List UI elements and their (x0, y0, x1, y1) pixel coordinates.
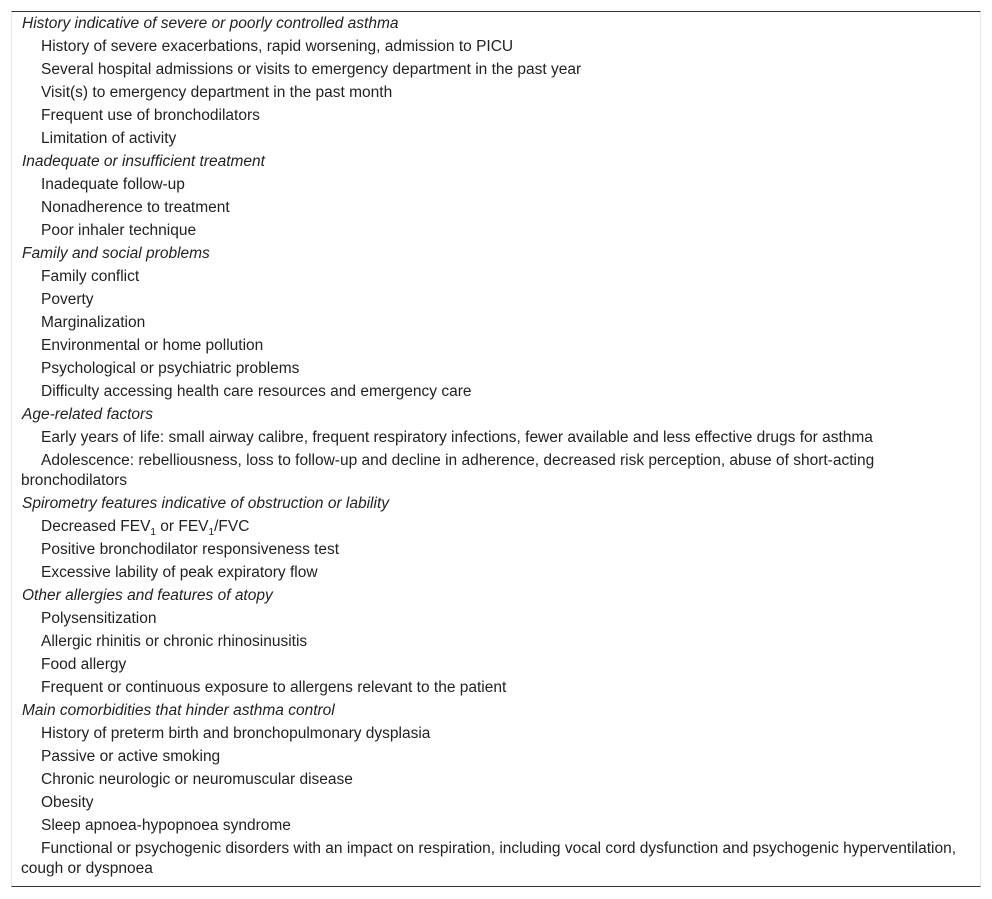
table-row: Functional or psychogenic disorders with an impact on respiration, including vocal cord dysfunction and psychogenic hyperventilation, cough or dyspnoea (21, 839, 957, 877)
fev-subscript-1: 1 (150, 526, 156, 538)
fev-text-1: Decreased FEV (41, 517, 151, 535)
table-row-fev (21, 515, 961, 538)
section-heading-atopy: Other allergies and features of atopy (22, 586, 273, 604)
section-heading-comorbidities: Main comorbidities that hinder asthma control (22, 701, 335, 719)
table-row: Psychological or psychiatric problems (41, 359, 300, 377)
table-row: Excessive lability of peak expiratory flow (41, 563, 318, 581)
table-row: Limitation of activity (41, 129, 177, 147)
table-row: Food allergy (41, 655, 127, 673)
section-heading-family-social: Family and social problems (22, 244, 210, 262)
table-row: Inadequate follow-up (41, 175, 185, 193)
fev-subscript-2: 1 (208, 526, 215, 538)
table-row: Chronic neurologic or neuromuscular disease (41, 770, 353, 788)
table-row: Allergic rhinitis or chronic rhinosinusitis (41, 632, 308, 650)
table-row: Passive or active smoking (41, 747, 221, 765)
table-row: Poor inhaler technique (41, 221, 197, 239)
table-row: Several hospital admissions or visits to emergency department in the past year (41, 60, 582, 78)
section-heading-age-related: Age-related factors (22, 405, 153, 423)
table-row: Frequent use of bronchodilators (41, 106, 260, 124)
table-row: History of preterm birth and bronchopulmonary dysplasia (41, 724, 431, 742)
table-row: Early years of life: small airway calibre, frequent respiratory infections, fewer available and less effective drugs for asthma (41, 428, 873, 446)
table-row: Environmental or home pollution (41, 336, 264, 354)
table-row: Nonadherence to treatment (41, 198, 230, 216)
table-row: Frequent or continuous exposure to allergens relevant to the patient (41, 678, 507, 696)
table-row: History of severe exacerbations, rapid worsening, admission to PICU (41, 37, 514, 55)
section-heading-spirometry: Spirometry features indicative of obstruction or lability (22, 494, 389, 512)
table-row: Obesity (41, 793, 94, 811)
section-heading-inadequate-treatment: Inadequate or insufficient treatment (22, 152, 265, 170)
fev-text-3: /FVC (214, 517, 250, 535)
table-row: Marginalization (41, 313, 146, 331)
table-row: Polysensitization (41, 609, 157, 627)
table-row: Family conflict (41, 267, 140, 285)
table-row: Positive bronchodilator responsiveness test (41, 540, 340, 558)
table-row: Sleep apnoea-hypopnoea syndrome (41, 816, 291, 834)
table-row: Visit(s) to emergency department in the past month (41, 83, 393, 101)
table-body (21, 12, 961, 880)
table-row: Poverty (41, 290, 94, 308)
table-row: Adolescence: rebelliousness, loss to follow-up and decline in adherence, decreased risk perception, abuse of short-acting bronchodilators (21, 451, 875, 489)
fev-text-2: or FEV (155, 517, 209, 535)
table-row: Difficulty accessing health care resources and emergency care (41, 382, 472, 400)
section-heading-severe-history: History indicative of severe or poorly controlled asthma (22, 14, 399, 32)
